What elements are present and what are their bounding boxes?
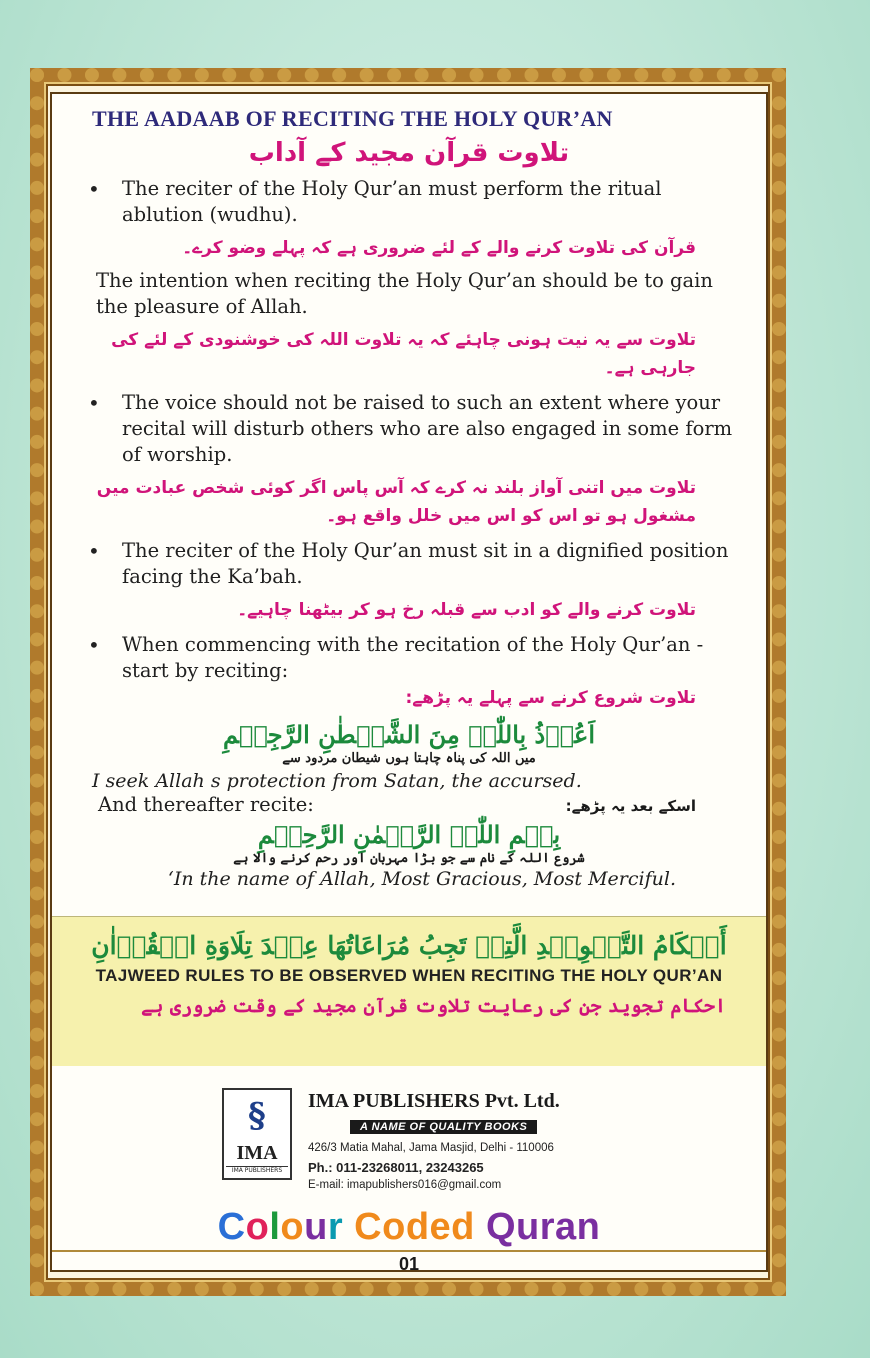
bullet: •	[88, 539, 100, 563]
taawwudh-urdu: میں اللہ کی پناہ چاہتا ہوں شیطان مردود سے	[282, 751, 536, 766]
item-text-en: The intention when reciting the Holy Qur’an should be to gain the pleasure of Allah.	[96, 269, 713, 318]
publisher-email: E-mail: imapublishers016@gmail.com	[308, 1179, 502, 1191]
item-text-en: When commencing with the recitation of the Holy Qur’an - start by reciting:	[122, 633, 704, 682]
logo-text: IMA	[236, 1142, 278, 1164]
logo-s-icon: §	[248, 1096, 266, 1136]
item-text-ur: تلاوت شروع کرنے سے پہلے یہ پڑھے:	[405, 688, 696, 708]
list-item	[52, 176, 766, 228]
publisher-block	[52, 1066, 766, 1272]
basmala-urdu: شروع اللہ کے نام سے جو بڑا مہربان اور رحم کرنے والا ہے	[233, 851, 585, 866]
item-text-ur: تلاوت سے یہ نیت ہونی چاہئے کہ یہ تلاوت اللہ کی خوشنودی کے لئے کی جارہی ہے۔	[111, 330, 696, 378]
list-item	[52, 538, 766, 590]
taawwudh-english: I seek Allah s protection from Satan, the accursed.	[92, 770, 582, 792]
publisher-logo	[222, 1088, 292, 1180]
bullet: •	[88, 633, 100, 657]
page-title-en: THE AADAAB OF RECITING THE HOLY QUR’AN	[92, 106, 613, 131]
tajweed-title-en: TAJWEED RULES TO BE OBSERVED WHEN RECITING THE HOLY QUR’AN	[95, 966, 723, 985]
page-number: 01	[398, 1254, 420, 1272]
tajweed-title-arabic: أَحۡكَامُ التَّجۡوِيۡدِ الَّتِيۡ تَجِبُ مُرَاعَاتُهَا عِنۡدَ تِلَاوَةِ الۡقُرۡاٰنِ	[91, 931, 727, 960]
thereafter-row	[52, 792, 766, 818]
page-title-ur: تلاوت قرآن مجید کے آداب	[248, 138, 570, 168]
item-text-ur: تلاوت میں اتنی آواز بلند نہ کرے کہ آس پاس اگر کوئی شخص عبادت میں مشغول ہو تو اس کو اس میں خلل واقع ہو۔	[96, 478, 696, 526]
brand-word-1: Colour	[217, 1206, 344, 1248]
tajweed-title-ur: احکام تجوید جن کی رعایت تلاوت قرآن مجید کے وقت ضروری ہے	[141, 995, 726, 1017]
basmala-english: ‘In the name of Allah, Most Gracious, Most Merciful.	[167, 868, 676, 890]
publisher-phone: Ph.: 011-23268011, 23243265	[308, 1160, 484, 1175]
item-text-en: The reciter of the Holy Qur’an must sit in a dignified position facing the Ka’bah.	[122, 539, 729, 588]
thereafter-en: And thereafter recite:	[98, 793, 314, 816]
item-text-en: The voice should not be raised to such an extent where your recital will disturb others who are also engaged in some form of worship.	[122, 391, 733, 466]
publisher-tagline: A NAME OF QUALITY BOOKS	[350, 1120, 537, 1134]
logo-subtext: IMA PUBLISHERS	[226, 1166, 288, 1174]
list-item	[52, 268, 766, 320]
bullet: •	[88, 177, 100, 201]
brand-title	[52, 1206, 766, 1249]
basmala-arabic: بِسۡمِ اللّٰہِ الرَّحۡمٰنِ الرَّحِیۡمِ	[257, 820, 561, 849]
publisher-name: IMA PUBLISHERS Pvt. Ltd.	[308, 1090, 560, 1112]
content-panel	[50, 92, 768, 1272]
item-text-en: The reciter of the Holy Qur’an must perform the ritual ablution (wudhu).	[122, 177, 662, 226]
brand-word-3: Quran	[485, 1206, 601, 1248]
list-item	[52, 390, 766, 468]
item-text-ur: قرآن کی تلاوت کرنے والے کے لئے ضروری ہے کہ پہلے وضو کرے۔	[182, 238, 696, 258]
brand-word-2: Coded	[354, 1206, 475, 1248]
taawwudh-arabic: اَعُوۡذُ بِاللّٰہِ مِنَ الشَّیۡطٰنِ الرَّجِیۡمِ	[222, 720, 596, 749]
publisher-address: 426/3 Matia Mahal, Jama Masjid, Delhi - 110006	[308, 1142, 554, 1154]
item-text-ur: تلاوت کرنے والے کو ادب سے قبلہ رخ ہو کر بیٹھنا چاہیے۔	[237, 600, 696, 620]
page-divider	[52, 1250, 766, 1252]
list-item	[52, 632, 766, 684]
tajweed-band	[52, 916, 766, 1068]
thereafter-ur: اسکے بعد یہ پڑھے:	[565, 797, 696, 815]
bullet: •	[88, 391, 100, 415]
